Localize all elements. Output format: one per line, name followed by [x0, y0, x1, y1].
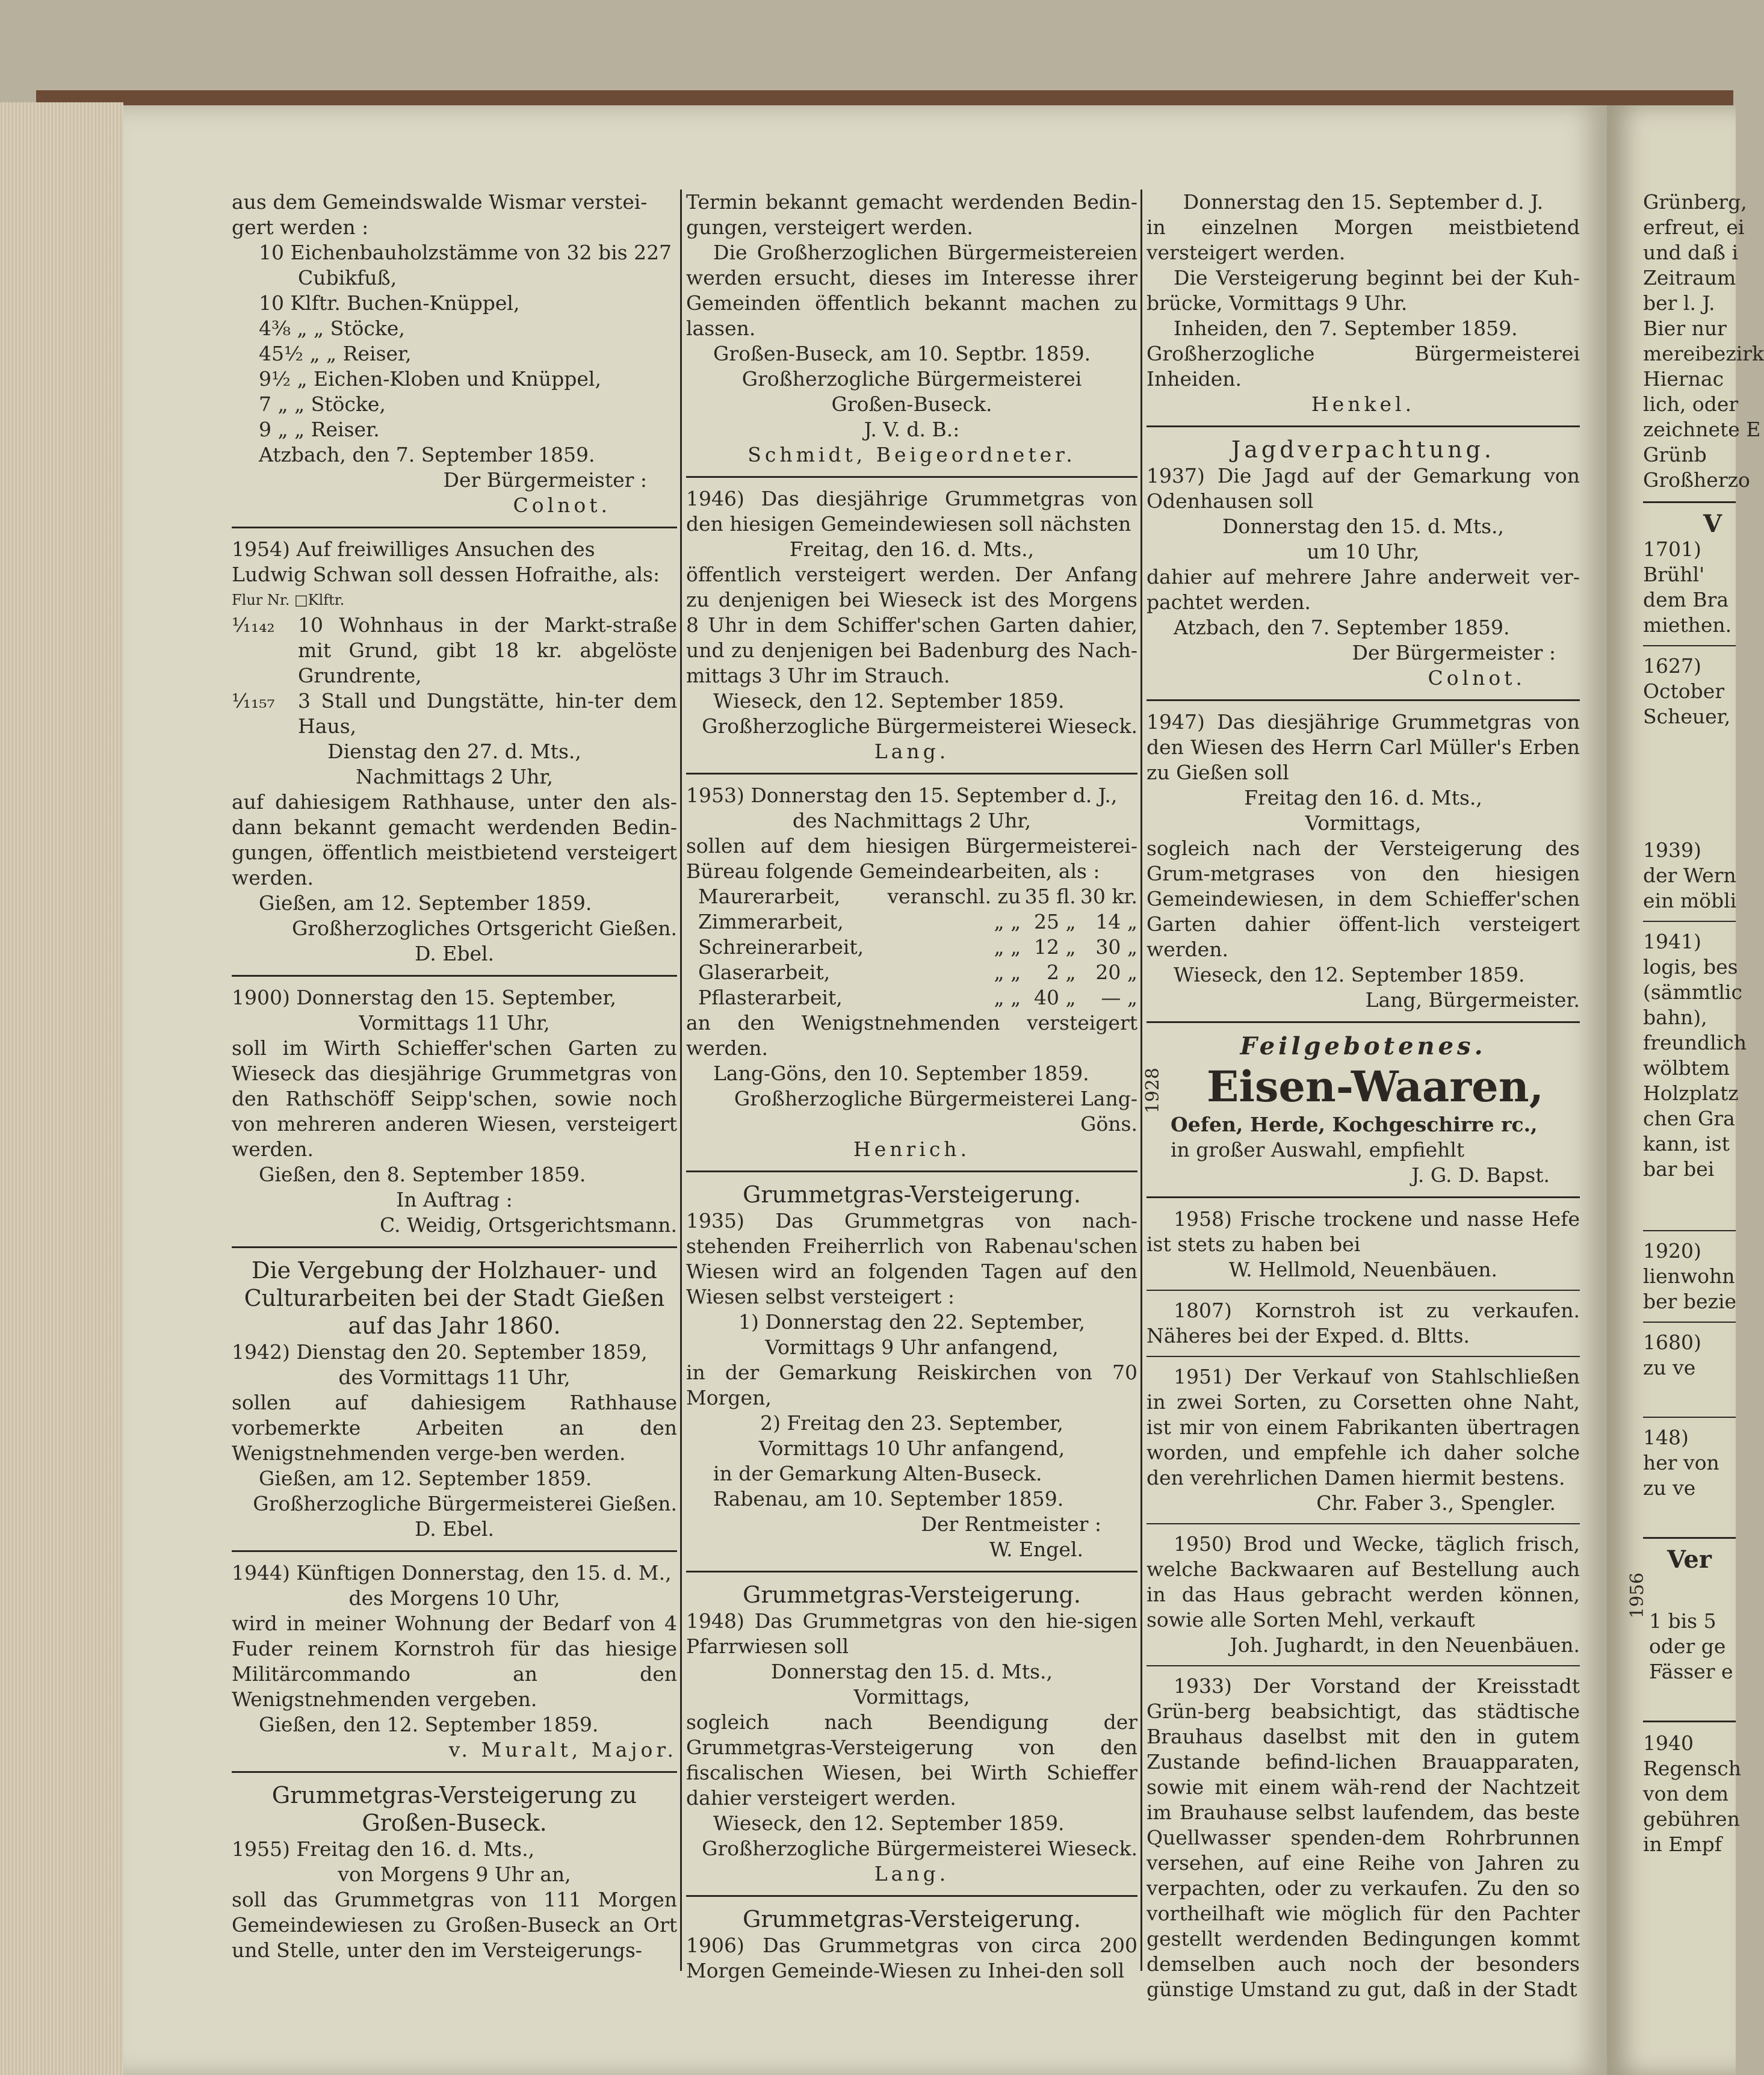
- notice-signature-name: Schmidt, Beigeordneter.: [747, 443, 1076, 466]
- notice-1807: [1147, 1298, 1580, 1349]
- notice-1937: [1147, 436, 1580, 691]
- notice-item: in der Gemarkung Reiskirchen von 70 Morgen,: [686, 1361, 1137, 1409]
- notice-signature-name: Joh. Jughardt, in den Neuenbäuen.: [1230, 1633, 1580, 1657]
- divider: [1147, 1290, 1580, 1291]
- notice-place-date: Gießen, am 12. September 1859.: [259, 1467, 592, 1490]
- notice-body: soll im Wirth Schieffer'schen Garten zu Wieseck das diesjährige Grummetgras von den Rathschöff Seipp'schen, sowie noch von mehreren anderen Wiesen, versteigert werden.: [232, 1036, 677, 1161]
- table-cell: 14 „: [1095, 910, 1137, 933]
- notice-line: her von: [1643, 1451, 1719, 1474]
- notice-item: Vormittags 10 Uhr anfangend,: [758, 1436, 1065, 1460]
- notice-body: sollen auf dem hiesigen Bürgermeisterei-Büreau folgende Gemeindearbeiten, als :: [686, 834, 1137, 883]
- divider: [1643, 645, 1736, 646]
- notice-signature-title: J. V. d. B.:: [864, 418, 960, 441]
- notice-line: 45½ „ „ Reiser,: [259, 342, 412, 365]
- facing-headline: Ver: [1667, 1545, 1712, 1574]
- notice-line: Zeitraum: [1643, 266, 1736, 289]
- notice-item: 2) Freitag den 23. September,: [760, 1411, 1063, 1435]
- notice-signature-name: Colnot.: [513, 493, 611, 517]
- facing-notice: [1643, 1425, 1736, 1501]
- notice-signature-title: Großherzogliche Bürgermeisterei Wieseck.: [702, 1837, 1137, 1860]
- notice-text: 1944) Künftigen Donnerstag, den 15. d. M.,: [232, 1561, 672, 1585]
- notice-time: um 10 Uhr,: [1307, 540, 1420, 563]
- notice-1942: [232, 1257, 677, 1542]
- notice-item: 1) Donnerstag den 22. September,: [738, 1310, 1085, 1334]
- notice-line: 1941): [1643, 930, 1701, 953]
- table-cell: Zimmerarbeit,: [698, 910, 844, 933]
- notice-headline: Jagdverpachtung.: [1231, 436, 1496, 463]
- notice-line: kann, ist: [1643, 1132, 1730, 1155]
- notice-text: 1947) Das diesjährige Grummetgras von den Wiesen des Herrn Carl Müller's Erben zu Gießen soll: [1147, 710, 1580, 784]
- notice-signature-title: Großherzogliches Ortsgericht Gießen.: [291, 917, 677, 940]
- notice-line: 148): [1643, 1426, 1689, 1449]
- notice-1948: [686, 1581, 1137, 1887]
- notice-body: wird in meiner Wohnung der Bedarf von 4 Fuder reinem Kornstroh für das hiesige Militärcommando an den Wenigstnehmenden vergeben.: [232, 1612, 677, 1711]
- notice-body: Termin bekannt gemacht werdenden Bedin-gungen, versteigert werden.: [686, 190, 1137, 239]
- notice-grossen-buseck-cont: [686, 190, 1137, 468]
- notice-place-date: Atzbach, den 7. September 1859.: [259, 443, 595, 466]
- notice-time: Vormittags,: [853, 1685, 970, 1709]
- divider: [232, 975, 677, 977]
- notice-1900: [232, 985, 677, 1238]
- notice-line: 1939): [1643, 838, 1701, 862]
- divider: [1643, 501, 1736, 503]
- notice-signature-name: Henrich.: [853, 1137, 971, 1161]
- notice-date: Dienstag den 27. d. Mts.,: [327, 740, 581, 763]
- notice-line: 1680): [1643, 1331, 1701, 1354]
- notice-signature-name: v. Muralt, Major.: [448, 1738, 677, 1761]
- notice-signature-name: Colnot.: [1428, 666, 1526, 690]
- notice-line: Hiernac: [1643, 367, 1724, 391]
- notice-body: 1906) Das Grummetgras von circa 200 Morgen Gemeinde-Wiesen zu Inhei-den soll: [686, 1934, 1137, 1982]
- divider: [1147, 1021, 1580, 1023]
- notice-signature-name: Lang.: [874, 740, 950, 763]
- notice-line: 4⅜ „ „ Stöcke,: [259, 317, 405, 340]
- column-2: [686, 190, 1137, 1982]
- notice-place-date: Wieseck, den 12. September 1859.: [713, 1811, 1065, 1835]
- notice-signature-title: Großen-Buseck.: [831, 392, 992, 416]
- notice-inheiden-cont: [1147, 190, 1580, 417]
- notice-wismar-wood: [232, 190, 677, 518]
- notice-line: Grünb: [1643, 443, 1707, 466]
- divider: [686, 476, 1137, 478]
- table-cell: veranschl. zu: [887, 885, 1021, 908]
- notice-line: ber bezie: [1643, 1290, 1737, 1313]
- facing-notice: [1643, 1330, 1736, 1381]
- divider: [1643, 1230, 1736, 1231]
- notice-headline: Grummetgras-Versteigerung zu Großen-Buseck.: [271, 1782, 637, 1836]
- notice-body: 1958) Frische trockene und nasse Hefe ist stets zu haben bei: [1147, 1207, 1580, 1256]
- notice-1906: [686, 1905, 1137, 1984]
- table-cell: 35 fl.: [1024, 885, 1076, 908]
- notice-body: in großer Auswahl, empfiehlt: [1171, 1138, 1465, 1161]
- facing-headline: V: [1703, 510, 1722, 538]
- notice-line: Fässer e: [1649, 1660, 1733, 1683]
- divider: [1147, 425, 1580, 427]
- column-divider-1: [680, 190, 682, 1971]
- notice-signature-title: Großherzogliche Bürgermeisterei Inheiden.: [1147, 342, 1580, 391]
- notice-line: dem Bra: [1643, 588, 1729, 611]
- notice-line: 9 „ „ Reiser.: [259, 418, 380, 441]
- notice-time: von Morgens 9 Uhr an,: [338, 1863, 571, 1886]
- facing-notice: [1643, 190, 1764, 493]
- notice-body: an den Wenigstnehmenden versteigert werden.: [686, 1011, 1137, 1060]
- notice-line: 10 Klftr. Buchen-Knüppel,: [259, 291, 520, 315]
- notice-signature-title: Der Rentmeister :: [921, 1512, 1101, 1536]
- notice-1935: [686, 1181, 1137, 1562]
- divider: [232, 527, 677, 528]
- notice-headline: Grummetgras-Versteigerung.: [743, 1582, 1081, 1608]
- notice-line: Großherzo: [1643, 468, 1750, 492]
- notice-signature-name: D. Ebel.: [414, 1517, 495, 1541]
- divider: [1643, 921, 1736, 922]
- notice-line: mereibezirk: [1643, 342, 1764, 365]
- notice-signature-name: W. Engel.: [989, 1538, 1083, 1561]
- notice-place-date: Inheiden, den 7. September 1859.: [1174, 317, 1518, 340]
- notice-line: und daß i: [1643, 241, 1739, 264]
- notice-number: 1956: [1627, 1572, 1648, 1619]
- notice-place-date: Großen-Buseck, am 10. Septbr. 1859.: [713, 342, 1091, 365]
- notice-signature-title: Der Bürgermeister :: [1352, 641, 1556, 664]
- notice-signature-title: In Auftrag :: [396, 1188, 513, 1211]
- notice-line: 1701): [1643, 537, 1701, 561]
- notice-line: 1 bis 5: [1649, 1609, 1716, 1633]
- divider: [1147, 1196, 1580, 1198]
- notice-line: Holzplatz: [1643, 1081, 1739, 1105]
- notice-signature-title: Großherzogliche Bürgermeisterei Lang-Göns.: [734, 1087, 1137, 1136]
- section-headline: Feilgebotenes.: [1240, 1032, 1487, 1060]
- parcel-number: ¹⁄₁₁₄₂: [232, 613, 275, 637]
- divider: [1643, 1417, 1736, 1418]
- notice-text: 1955) Freitag den 16. d. Mts.,: [232, 1837, 535, 1861]
- divider: [232, 1550, 677, 1552]
- notice-line: (sämmtlic: [1643, 980, 1742, 1004]
- notice-place-date: Atzbach, den 7. September 1859.: [1174, 616, 1510, 639]
- notice-text: 1942) Dienstag den 20. September 1859,: [232, 1340, 648, 1364]
- divider: [1147, 699, 1580, 701]
- facing-notice: [1643, 537, 1736, 638]
- notice-item: Vormittags 9 Uhr anfangend,: [765, 1335, 1059, 1359]
- divider: [1643, 1322, 1736, 1323]
- table-cell: Pflasterarbeit,: [698, 986, 843, 1009]
- notice-text: 1948) Das Grummetgras von den hie-sigen Pfarrwiesen soll: [686, 1609, 1137, 1658]
- notice-text: 1937) Die Jagd auf der Gemarkung von Odenhausen soll: [1147, 464, 1580, 513]
- notice-1947: [1147, 710, 1580, 1013]
- facing-notice: [1649, 1609, 1736, 1684]
- notice-line: freundlich: [1643, 1031, 1747, 1054]
- notice-line: erfreut, ei: [1643, 215, 1745, 239]
- notice-text: 1946) Das diesjährige Grummetgras von den hiesigen Gemeindewiesen soll nächsten: [686, 487, 1137, 536]
- table-cell: „ „: [994, 910, 1021, 933]
- notice-signature-name: J. G. D. Bapst.: [1411, 1163, 1550, 1187]
- notice-1958: [1147, 1207, 1580, 1282]
- notice-line: Grünberg,: [1643, 190, 1747, 214]
- property-desc: 10 Wohnhaus in der Markt-straße mit Grund, gibt 18 kr. abgelöste Grundrente,: [298, 613, 677, 687]
- notice-line: Regensch: [1643, 1757, 1741, 1780]
- divider: [1147, 1523, 1580, 1524]
- notice-body: 1951) Der Verkauf von Stahlschließen in zwei Sorten, zu Corsetten ohne Naht, ist mir von einem Fabrikanten übertragen worden, und empfehle ich daher solche den verehrlichen Damen hiermit bestens.: [1147, 1365, 1580, 1489]
- notice-signature-title: Der Bürgermeister :: [443, 468, 647, 492]
- notice-lines: [232, 190, 677, 442]
- notice-headline: Grummetgras-Versteigerung.: [743, 1906, 1081, 1932]
- table-row: [686, 909, 1137, 935]
- notice-1955: [232, 1781, 677, 1963]
- notice-line: ein möbli: [1643, 889, 1737, 912]
- table-cell: 40 „: [1034, 986, 1076, 1009]
- notice-1946: [686, 486, 1137, 764]
- notice-place-date: Wieseck, den 12. September 1859.: [1174, 963, 1525, 986]
- divider: [232, 1771, 677, 1773]
- notice-line: 1940: [1643, 1731, 1694, 1755]
- notice-signature-title: Großherzogliche Bürgermeisterei Gießen.: [253, 1492, 677, 1515]
- notice-body: soll das Grummetgras von 111 Morgen Gemeindewiesen zu Großen-Buseck an Ort und Stelle, unter den im Versteigerungs-: [232, 1888, 677, 1962]
- divider: [1147, 1356, 1580, 1357]
- facing-notice: [1643, 929, 1747, 1182]
- column-1: [232, 190, 677, 1967]
- table-cell: „ „: [994, 986, 1021, 1009]
- table-cell: 20 „: [1095, 960, 1137, 984]
- property-item: [232, 688, 677, 739]
- facing-notice: [1643, 838, 1736, 914]
- notice-body: 1935) Das Grummetgras von nach-stehenden Freiherrlich von Rabenau'schen Wiesen wird an folgenden Tagen auf den Wiesen selbst versteigert :: [686, 1209, 1137, 1308]
- table-row: [686, 884, 1137, 909]
- notice-time: Vormittags,: [1305, 811, 1422, 835]
- book-page-edges: [0, 102, 123, 2075]
- facing-notice: [1643, 654, 1736, 729]
- notice-signature-name: Lang.: [874, 1862, 950, 1885]
- notice-time: des Vormittags 11 Uhr,: [338, 1365, 571, 1389]
- notice-time: des Nachmittags 2 Uhr,: [792, 809, 1032, 832]
- notice-line: miethen.: [1643, 613, 1732, 637]
- notice-line: Scheuer,: [1643, 705, 1731, 728]
- notice-body: dahier auf mehrere Jahre anderweit ver-pachtet werden.: [1147, 565, 1580, 614]
- notice-1950: [1147, 1532, 1580, 1658]
- notice-body: sogleich nach der Versteigerung des Grum-metgrases von den hiesigen Gemeindewiesen, in dem Schieffer'schen Garten dahier öffent-lich versteigert werden.: [1147, 836, 1580, 961]
- notice-line: zu ve: [1643, 1476, 1696, 1500]
- notice-text: Ludwig Schwan soll dessen Hofraithe, als:: [232, 563, 660, 586]
- notice-body: 1807) Kornstroh ist zu verkaufen. Näheres bei der Exped. d. Bltts.: [1147, 1299, 1580, 1347]
- notice-line: logis, bes: [1643, 955, 1738, 979]
- table-cell: 30 kr.: [1080, 885, 1137, 908]
- notice-line: in Empf: [1643, 1832, 1722, 1856]
- divider: [686, 773, 1137, 775]
- facing-notice: [1643, 1731, 1741, 1857]
- notice-body: sollen auf dahiesigem Rathhause vorbemerkte Arbeiten an den Wenigstnehmenden verge-ben werden.: [232, 1391, 677, 1465]
- table-cell: Schreinerarbeit,: [698, 935, 864, 959]
- notice-time: des Morgens 10 Uhr,: [348, 1586, 560, 1610]
- notice-time: Nachmittags 2 Uhr,: [355, 765, 554, 788]
- notice-text: 1900) Donnerstag den 15. September,: [232, 986, 616, 1009]
- notice-place-date: Gießen, den 12. September 1859.: [259, 1713, 599, 1736]
- table-cell: „ „: [994, 960, 1021, 984]
- property-desc: 3 Stall und Dungstätte, hin-ter dem Haus,: [298, 689, 677, 738]
- notice-line: zeichnete E: [1643, 418, 1761, 441]
- table-row: [686, 985, 1137, 1010]
- table-cell: 12 „: [1034, 935, 1076, 959]
- notice-headline: Grummetgras-Versteigerung.: [743, 1181, 1081, 1208]
- notice-body: in einzelnen Morgen meistbietend versteigert werden.: [1147, 215, 1580, 264]
- notice-line: 7 „ „ Stöcke,: [259, 392, 386, 416]
- notice-line: 1920): [1643, 1239, 1701, 1263]
- notice-date: Donnerstag den 15. d. Mts.,: [1222, 515, 1505, 538]
- notice-signature-name: W. Hellmold, Neuenbäuen.: [1228, 1258, 1498, 1281]
- notice-place-date: Gießen, den 8. September 1859.: [259, 1163, 586, 1186]
- notice-line: 1627): [1643, 654, 1701, 678]
- notice-line: von dem: [1643, 1782, 1729, 1805]
- notice-line: Brühl': [1643, 563, 1705, 586]
- notice-line: Bier nur: [1643, 317, 1727, 340]
- notice-line: der Wern: [1643, 864, 1736, 887]
- notice-1951: [1147, 1364, 1580, 1516]
- notice-body: auf dahiesigem Rathhause, unter den als-dann bekannt gemacht werdenden Bedin-gungen, öffentlich meistbietend versteigert werden.: [232, 790, 677, 889]
- notice-item: in der Gemarkung Alten-Buseck.: [713, 1462, 1042, 1485]
- facing-notice: [1643, 1239, 1736, 1314]
- column-facing-page: [1627, 190, 1764, 1967]
- property-item: [232, 613, 677, 688]
- divider: [1643, 1721, 1736, 1722]
- table-row: [686, 960, 1137, 985]
- notice-line: oder ge: [1649, 1634, 1726, 1658]
- table-cell: Glaserarbeit,: [698, 960, 831, 984]
- notice-body: Die Großherzoglichen Bürgermeistereien werden ersucht, dieses im Interesse ihrer Gemeinden öffentlich bekannt machen zu lassen.: [686, 241, 1137, 340]
- notice-1944: [232, 1560, 677, 1763]
- notice-place-date: Gießen, am 12. September 1859.: [259, 891, 592, 915]
- notice-line: October: [1643, 679, 1725, 703]
- notice-body: 1950) Brod und Wecke, täglich frisch, welche Backwaaren auf Bestellung auch in das Haus gebracht werden können, sowie alle Sorten Mehl, verkauft: [1147, 1532, 1580, 1631]
- notice-text: 1953) Donnerstag den 15. September d. J.,: [686, 784, 1118, 807]
- parcel-number: ¹⁄₁₁₅₇: [232, 689, 275, 713]
- advert-headline: Eisen-Waaren,: [1207, 1062, 1544, 1112]
- notice-line: wölbtem: [1643, 1056, 1730, 1080]
- table-cell: — „: [1101, 986, 1137, 1009]
- notice-signature-name: Lang, Bürgermeister.: [1365, 988, 1580, 1012]
- notice-place-date: Wieseck, den 12. September 1859.: [713, 689, 1065, 713]
- notice-line: ber l. J.: [1643, 291, 1715, 315]
- notice-time: Vormittags 11 Uhr,: [359, 1011, 550, 1034]
- divider: [686, 1895, 1137, 1897]
- notice-signature-title: Großherzogliche Bürgermeisterei: [741, 367, 1082, 391]
- notice-body: sogleich nach Beendigung der Grummetgras-Versteigerung von den fiscalischen Wiesen, bei Wirth Schieffer dahier versteigert werden.: [686, 1710, 1137, 1810]
- notice-line: aus dem Gemeindswalde Wismar verstei-: [232, 190, 648, 214]
- notice-text: 1954) Auf freiwilliges Ansuchen des: [232, 537, 595, 561]
- notice-line: chen Gra: [1643, 1107, 1735, 1130]
- table-cell: Maurerarbeit,: [698, 885, 841, 908]
- table-cell: „ „: [994, 935, 1021, 959]
- column-3: [1142, 190, 1580, 2001]
- notice-signature-name: Chr. Faber 3., Spengler.: [1316, 1491, 1556, 1515]
- notice-date: Donnerstag den 15. September d. J.: [1183, 190, 1544, 214]
- notice-signature-name: D. Ebel.: [414, 942, 495, 965]
- notice-line: 9½ „ Eichen-Kloben und Knüppel,: [259, 367, 601, 391]
- notice-date: Freitag, den 16. d. Mts.,: [789, 537, 1035, 561]
- table-header: Flur Nr. □Klftr.: [232, 592, 345, 608]
- advert-subline: Oefen, Herde, Kochgeschirre rc.,: [1171, 1113, 1538, 1136]
- notice-body: öffentlich versteigert werden. Der Anfang zu denjenigen bei Wieseck ist des Morgens 8 Uhr in dem Schiffer'schen Garten dahier, und zu denjenigen bei Badenburg des Nach-mittags 3 Uhr im Strauch.: [686, 563, 1137, 687]
- notice-body: Die Versteigerung beginnt bei der Kuh-brücke, Vormittags 9 Uhr.: [1147, 266, 1580, 315]
- table-cell: 25 „: [1034, 910, 1076, 933]
- notice-place-date: Rabenau, am 10. September 1859.: [713, 1487, 1064, 1511]
- notice-line: lich, oder: [1643, 392, 1739, 416]
- divider: [232, 1246, 677, 1248]
- notice-body: 1933) Der Vorstand der Kreisstadt Grün-berg beabsichtigt, das städtische Brauhaus daselbst mit den in gutem Zustande befind-lichen Brauapparaten, sowie mit einem wäh-rend der Nachtzeit im Brauhause selbst laufendem, das beste Quellwasser spenden-dem Rohrbrunnen versehen, auf eine Reihe von Jahren zu verpachten, oder zu verkaufen. Zu den so vortheilhaft wie möglich für den Pachter gestellt werdenden Bedingungen kommt demselben auch noch der besonders günstige Umstand zu gut, daß in der Stadt: [1147, 1674, 1580, 2001]
- notice-date: Freitag den 16. d. Mts.,: [1244, 786, 1482, 809]
- notice-date: Donnerstag den 15. d. Mts.,: [770, 1660, 1053, 1683]
- notice-signature-title: Großherzogliche Bürgermeisterei Wieseck.: [702, 714, 1137, 738]
- notice-signature-name: C. Weidig, Ortsgerichtsmann.: [379, 1213, 677, 1237]
- notice-line: gert werden :: [232, 215, 369, 239]
- notice-line: bar bei: [1643, 1157, 1715, 1181]
- notice-line: 10 Eichenbauholzstämme von 32 bis 227: [259, 241, 672, 264]
- notice-line: Cubikfuß,: [298, 266, 397, 289]
- divider: [1147, 1665, 1580, 1666]
- work-estimates-table: [686, 884, 1137, 1010]
- notice-signature-name: Henkel.: [1311, 392, 1416, 416]
- notice-1933: [1147, 1674, 1580, 2002]
- notice-1953: [686, 783, 1137, 1162]
- notice-line: lienwohn: [1643, 1264, 1735, 1288]
- table-cell: 2 „: [1047, 960, 1076, 984]
- divider: [686, 1170, 1137, 1172]
- table-cell: 30 „: [1095, 935, 1137, 959]
- notice-place-date: Lang-Göns, den 10. September 1859.: [713, 1062, 1089, 1085]
- divider: [686, 1571, 1137, 1572]
- table-row: [686, 935, 1137, 960]
- divider: [1643, 1537, 1736, 1539]
- notice-1928: [1142, 1031, 1580, 1188]
- notice-line: bahn),: [1643, 1006, 1707, 1029]
- notice-headline: Die Vergebung der Holzhauer- und Culturarbeiten bei der Stadt Gießen auf das Jahr 1860.: [244, 1257, 665, 1339]
- notice-line: gebühren: [1643, 1807, 1740, 1831]
- notice-line: zu ve: [1643, 1356, 1696, 1379]
- notice-number: 1928: [1142, 1068, 1163, 1114]
- notice-1954: [232, 537, 677, 966]
